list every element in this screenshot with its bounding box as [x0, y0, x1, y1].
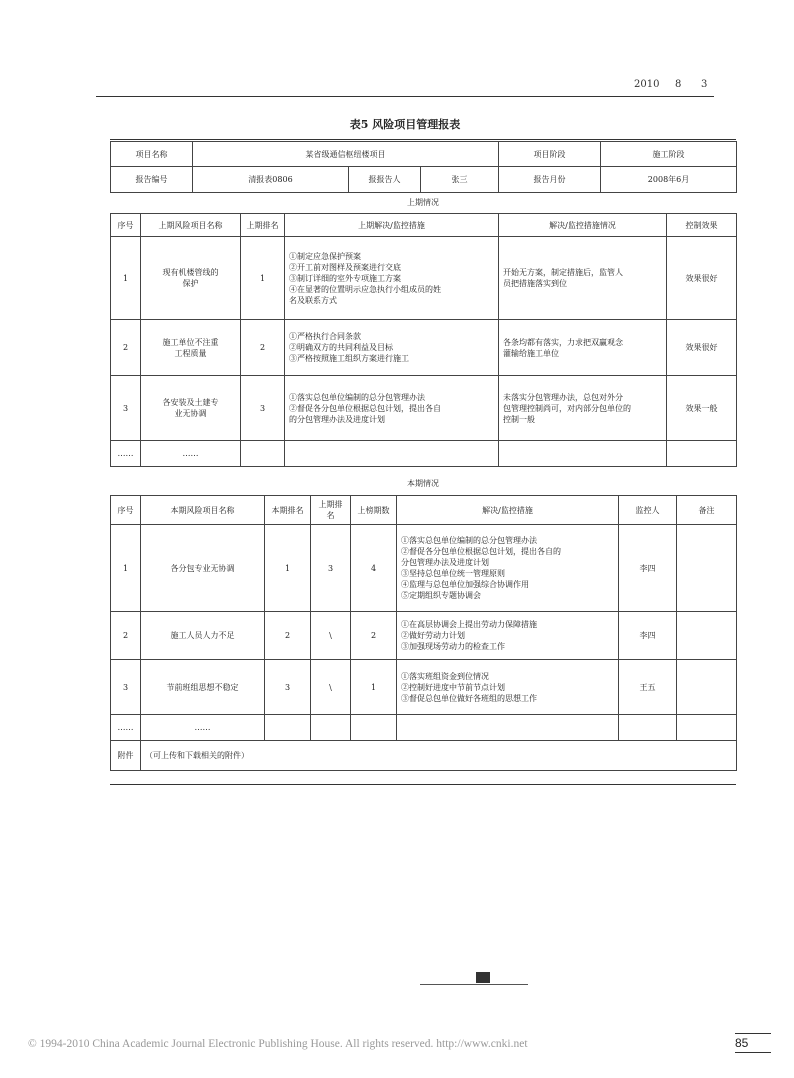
- row-monitor: 李四: [619, 612, 677, 660]
- table-row: [111, 715, 737, 741]
- row-measures: [285, 441, 499, 467]
- cur-header-name: 本期风险项目名称: [141, 496, 265, 525]
- table-row: [111, 376, 737, 441]
- row-name: 施工人员人力不足: [141, 612, 265, 660]
- cur-header-monitor: 监控人: [619, 496, 677, 525]
- copyright-notice: © 1994-2010 China Academic Journal Electronic Publishing House. All rights reserved. http://www.cnki.net: [28, 1038, 528, 1050]
- row-rank: 2: [265, 612, 311, 660]
- row-rank: [241, 441, 285, 467]
- cur-header-no: 序号: [111, 496, 141, 525]
- current-period-caption: 本期情况: [407, 479, 439, 488]
- report-no-value: 清报表0806: [193, 167, 349, 193]
- row-no: 1: [111, 525, 141, 612]
- project-name-label: 项目名称: [111, 142, 193, 167]
- row-name: ……: [141, 715, 265, 741]
- header-rule: [96, 96, 714, 97]
- attachment-value[interactable]: （可上传和下载相关的附件）: [141, 741, 737, 771]
- row-measures: ①落实班组资金到位情况 ②控制好进度中节前节点计划 ③督促总包单位做好各班组的思想工作: [397, 660, 619, 715]
- last-header-rank: 上期排名: [241, 214, 285, 237]
- row-status: 开始无方案，制定措施后，监管人 员把措施落实到位: [499, 237, 667, 320]
- last-header-measures: 上期解决/监控措施: [285, 214, 499, 237]
- row-monitor: 李四: [619, 525, 677, 612]
- row-no: 3: [111, 376, 141, 441]
- last-period-caption: 上期情况: [407, 198, 439, 207]
- row-times: [351, 715, 397, 741]
- row-measures: ①落实总包单位编制的总分包管理办法 ②督促各分包单位根据总包计划，提出各自 的分包管理办法及进度计划: [285, 376, 499, 441]
- month-label: 报告月份: [499, 167, 601, 193]
- stage-value: 施工阶段: [601, 142, 737, 167]
- row-name: ……: [141, 441, 241, 467]
- row-measures: ①落实总包单位编制的总分包管理办法 ②督促各分包单位根据总包计划，提出各自的 分包管理办法及进度计划 ③坚持总包单位统一管理原则 ④监理与总包单位加强综合协调作用 ⑤定期组织专题协调会: [397, 525, 619, 612]
- row-measures: ①制定应急保护预案 ②开工前对图样及预案进行交底 ③制订详细的室外专项施工方案 ④在显著的位置明示应急执行小组成员的姓 名及联系方式: [285, 237, 499, 320]
- row-prev-rank: [311, 715, 351, 741]
- header-year: 2010: [634, 79, 660, 90]
- row-monitor: [619, 715, 677, 741]
- cur-header-rank: 本期排名: [265, 496, 311, 525]
- row-status: 未落实分包管理办法，总包对外分 包管理控制尚可，对内部分包单位的 控制一般: [499, 376, 667, 441]
- stage-label: 项目阶段: [499, 142, 601, 167]
- cur-header-measures: 解决/监控措施: [397, 496, 619, 525]
- row-rank: 1: [265, 525, 311, 612]
- row-name: 现有机楼管线的 保护: [141, 237, 241, 320]
- row-measures: ①严格执行合同条款 ②明确双方的共同利益及目标 ③严格按照施工组织方案进行施工: [285, 320, 499, 376]
- row-name: 施工单位不注重 工程质量: [141, 320, 241, 376]
- row-times: 2: [351, 612, 397, 660]
- cur-header-prev: 上期排名: [311, 496, 351, 525]
- row-rank: 1: [241, 237, 285, 320]
- last-header-name: 上期风险项目名称: [141, 214, 241, 237]
- row-no: 1: [111, 237, 141, 320]
- row-note: [677, 612, 737, 660]
- row-no: 3: [111, 660, 141, 715]
- row-prev-rank: \: [311, 612, 351, 660]
- row-note: [677, 660, 737, 715]
- footer-rule: [420, 984, 528, 985]
- last-header-row: [111, 214, 737, 237]
- table-row: [111, 612, 737, 660]
- row-rank: 3: [265, 660, 311, 715]
- current-period-table: [110, 495, 737, 771]
- table-row: [111, 441, 737, 467]
- row-no: ……: [111, 441, 141, 467]
- row-effect: [667, 441, 737, 467]
- row-rank: 2: [241, 320, 285, 376]
- row-rank: 3: [241, 376, 285, 441]
- last-period-table: [110, 213, 737, 467]
- table-row: [111, 320, 737, 376]
- row-note: [677, 715, 737, 741]
- info-table: [110, 141, 737, 193]
- cur-header-times: 上榜期数: [351, 496, 397, 525]
- project-name-value: 某省级通信枢纽楼项目: [193, 142, 499, 167]
- report-no-label: 报告编号: [111, 167, 193, 193]
- current-header-row: [111, 496, 737, 525]
- attachment-label: 附件: [111, 741, 141, 771]
- row-measures: ①在高层协调会上提出劳动力保障措施 ②做好劳动力计划 ③加强现场劳动力的检查工作: [397, 612, 619, 660]
- attachment-row: [111, 741, 737, 771]
- row-measures: [397, 715, 619, 741]
- row-prev-rank: \: [311, 660, 351, 715]
- row-note: [677, 525, 737, 612]
- header-issue: 3: [701, 79, 708, 90]
- table-row: [111, 660, 737, 715]
- table-row: [111, 525, 737, 612]
- row-no: 2: [111, 320, 141, 376]
- row-name: 各安装及土建专 业无协调: [141, 376, 241, 441]
- table-top-rule: [110, 139, 736, 140]
- row-status: [499, 441, 667, 467]
- reporter-label: 报报告人: [349, 167, 421, 193]
- row-times: 1: [351, 660, 397, 715]
- page-number: 85: [735, 1033, 771, 1053]
- month-value: 2008年6月: [601, 167, 737, 193]
- last-header-status: 解决/监控措施情况: [499, 214, 667, 237]
- reporter-value: 张三: [421, 167, 499, 193]
- row-no: 2: [111, 612, 141, 660]
- row-effect: 效果一般: [667, 376, 737, 441]
- row-rank: [265, 715, 311, 741]
- last-header-effect: 控制效果: [667, 214, 737, 237]
- row-times: 4: [351, 525, 397, 612]
- footer-square-icon: [476, 972, 490, 983]
- row-status: 各条均都有落实，力求把双赢观念 灌输给施工单位: [499, 320, 667, 376]
- table-bottom-rule: [110, 784, 736, 785]
- row-effect: 效果很好: [667, 237, 737, 320]
- header-month: 8: [675, 79, 682, 90]
- cur-header-note: 备注: [677, 496, 737, 525]
- table-row: [111, 237, 737, 320]
- row-name: 各分包专业无协调: [141, 525, 265, 612]
- row-prev-rank: 3: [311, 525, 351, 612]
- row-no: ……: [111, 715, 141, 741]
- row-effect: 效果很好: [667, 320, 737, 376]
- row-name: 节前班组思想不稳定: [141, 660, 265, 715]
- table-title: 表5 风险项目管理报表: [349, 118, 461, 131]
- row-monitor: 王五: [619, 660, 677, 715]
- last-header-no: 序号: [111, 214, 141, 237]
